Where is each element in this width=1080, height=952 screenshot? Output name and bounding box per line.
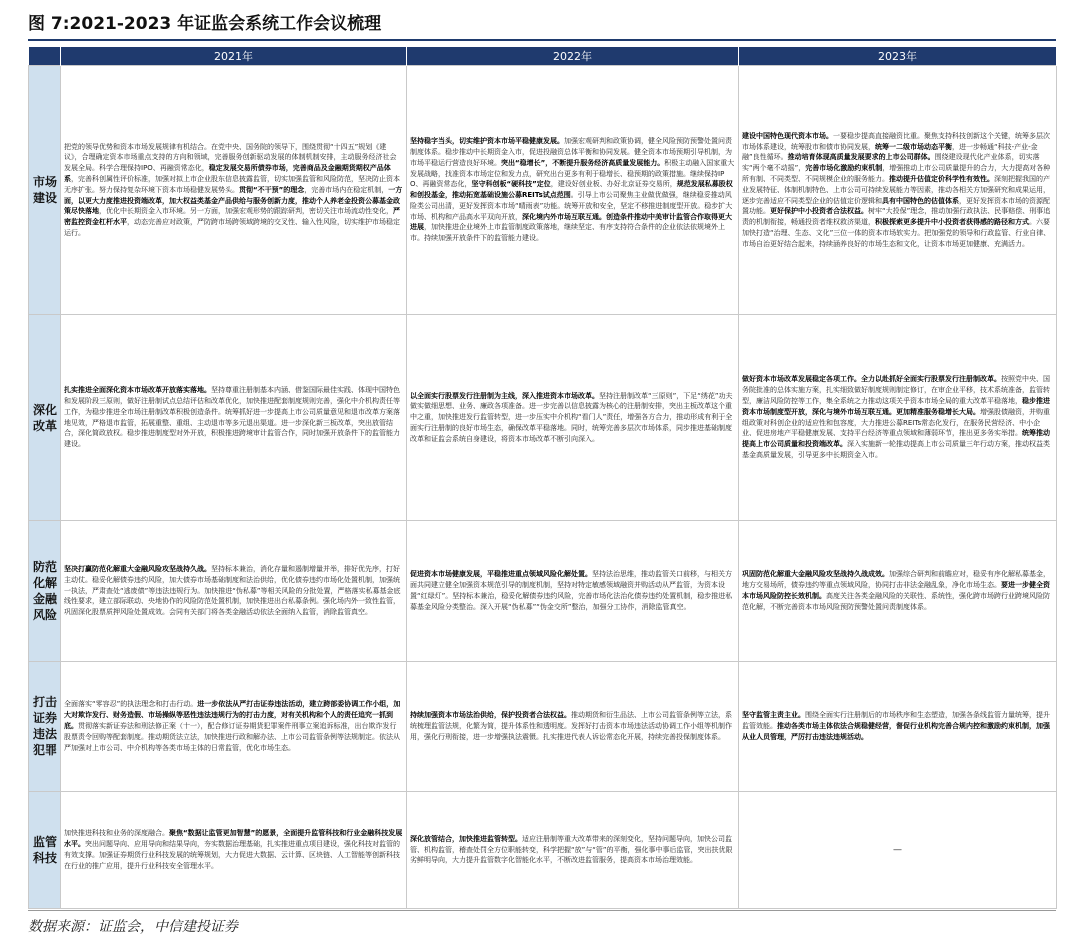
cell-2022 <box>407 315 739 521</box>
page-title: 图 7:2021-2023 年证监会系统工作会议梳理 <box>28 14 382 34</box>
body-text: 坚持标本兼治，消化存量和遏制增量并举，排好优先序，打好主动仗。稳妥化解债券违约风险，加大债券市场基础制度和法治供给，优化债券违约市场化处置机制，加强统一执法，严肃查处“逃废债”等违法违规行为。加快推进“伪私募”等相关风险的分批处置，严格落实私募基金底线性要求，建立部际联动、央地协作的风险防范处置机制，加快推进出台私募条例。强化场内外一致性监管，巩固深化股票质押风险处置成效。会同有关部门将各类金融活动依法全面纳入监管，消除监管真空。 <box>64 565 401 617</box>
bold-text: 深化放管结合，加快推进监管转型。 <box>410 834 522 843</box>
body-text: 围绕全面实行注册制后的市场秩序和生态塑造，加强各条线监管力量统筹，提升监管效能。 <box>742 711 1050 731</box>
body-text: 把党的领导优势和资本市场发展规律有机结合。在党中央、国务院的领导下，围绕贯彻“十四五”规划《建议》，合理确定资本市场重点支持的方向和领域，完善服务创新驱动发展的体制机制安排，主动服务经济社会发展全局。科学合理保持IPO、再融资常态化， <box>64 142 397 173</box>
bold-text: 巩固防范化解重大金融风险攻坚战持久战成效。 <box>742 570 889 579</box>
body-text: 围绕建设现代化产业体系，切实落实“两个毫不动摇”， <box>742 153 1040 173</box>
bottom-rule <box>28 910 1056 911</box>
table-row-crackdown <box>29 661 1057 791</box>
row-label-text: 打击证券违法犯罪 <box>32 695 57 758</box>
cell-2021 <box>61 661 407 791</box>
cell-2022 <box>407 661 739 791</box>
bold-text: 持续加强资本市场法治供给，保护投资者合法权益。 <box>410 711 571 720</box>
body-text: ，更好发挥资本市场的资源配置功能。 <box>742 196 1050 216</box>
cell-2023 <box>739 66 1057 315</box>
bold-text: 推动培育体现高质量发展要求的上市公司群体。 <box>787 153 935 162</box>
cell-2021 <box>61 315 407 521</box>
bold-text: 推动提升估值定价科学性有效性。 <box>889 174 994 183</box>
body-text: 贯彻落实新证券法和刑法修正案（十一），配合修订证券期货犯罪案件刑事立案追诉标准，出台欺诈发行股票责令回购等配套制度。推动期货法立法，加快推进行政和解办法、上市公司监管条例等法规制定。依法从严加强对上市公司、中介机构等各类市场主体的日常监管，优化市场生态。 <box>64 722 400 752</box>
body-text: 坚持尊重注册制基本内涵、借鉴国际最佳实践、体现中国特色和发展阶段三原则，做好注册制试点总结评估和改革优化，加快推进配套制度规则完善，强化中介机构责任等工作，为稳步推进全市场注册制改革积极创造条件。统筹抓好进一步提高上市公司质量意见和退市改革方案落地见效，严格退市监管，拓展重整、重组、主动退市等多元退出渠道。进一步深化新三板改革，突出放管结合，深化简政放权。稳步推进制度型对外开放，积极推进跨境审计监管合作，同时加强开放条件下的监管能力建设。 <box>64 386 400 449</box>
row-label <box>29 521 61 662</box>
table-row-regtech <box>29 791 1057 908</box>
cell-2021 <box>61 66 407 315</box>
bold-text: 聚焦“数据让监管更加智慧”的愿景，全面提升监管科技和行业金融科技发展水平。 <box>64 829 403 849</box>
body-text: 深入实施新一轮推动提高上市公司质量三年行动方案，推动权益类基金高质量发展，引导更多中长期资金入市。 <box>742 440 1050 460</box>
body-text: 积极主动融入国家重大发展战略，找准资本市场定位和发力点，研究出台更多有利于稳增长、稳预期的政策措施。继续保持IPO、再融资常态化， <box>410 158 735 189</box>
source-note: 数据来源：证监会，中信建投证券 <box>28 919 238 935</box>
body-text: 增强股债融资，并购重组政策对科创企业的适应性和包容度，大力推进公募REITs常态化发行，在服务民营经济、中小企业、促进房地产平稳健康发展、支持平台经济等重点领域和薄弱环节，推出更多务实举措。 <box>742 407 1050 438</box>
bold-text: 坚决打赢防范化解重大金融风险攻坚战持久战。 <box>64 565 211 573</box>
cell-2023 <box>739 521 1057 662</box>
row-label-text: 市场建设 <box>32 175 57 206</box>
cell-2023 <box>739 791 1057 908</box>
table-row-market-building <box>29 66 1057 315</box>
bold-text: 要进一步健全资本市场风险防控长效机制。 <box>742 581 1050 600</box>
body-text: 适应注册制等重大改革带来的深刻变化，坚持问题导向，加快公司监管、机构监管，稽查处罚全方位职能转变，科学把握“放”与“管”的平衡，强化事中事后监管，突出扶优限劣鲜明导向，大力提升监管数字化智能化水平，不断改进监管服务，提高资本市场治理效能。 <box>410 834 733 865</box>
body-text: 高度关注各类金融风险的关联性、系统性，强化跨市场跨行业跨境风险防范化解，不断完善资本市场风险预防预警处置问责制度体系。 <box>742 591 1050 611</box>
body-text: 加强宏观研判和政策协调，健全风险预防预警处置问责制度体系。稳步推动中长期资金入市，促进投融资总体平衡和协同发展。健全资本市场预期引导机制，为市场平稳运行营造良好环境。 <box>410 137 732 167</box>
body-text: ，完善市场内在稳定机制， <box>304 185 389 194</box>
bold-text: 促进资本市场健康发展，平稳推进重点领域风险化解处置。 <box>410 570 592 579</box>
bold-text: 进一步依法从严打击证券违法活动，建立跨部委协调工作小组，加大对欺诈发行、财务造假、市场操纵等恶性违法违规行为的打击力度，对有关机构和个人的责任追究一抓到底。 <box>64 700 401 731</box>
body-text: 推动期货和衍生品法、上市公司监管条例等立法，系统梳理监管法规，化繁为简，提升体系性和透明度。发挥好打击资本市场违法活动协调工作小组等机制作用，强化行刑衔接，进一步增强执法震慑。扎实推进代表人诉讼常态化开展，持续完善投保制度体系。 <box>410 711 732 741</box>
bold-text: 贯彻“不干预”的理念 <box>239 185 305 194</box>
bold-text: 做好资本市场改革发展稳定各项工作。 <box>742 375 861 384</box>
body-text: — <box>893 844 902 855</box>
body-text: ，进一步畅通“科技-产业-金融”良性循环。 <box>742 142 1038 162</box>
body-text: 。六要加快打造“治理、生态、文化”三位一体的资本市场软实力。把加强党的领导和行政监管、行业自律、市场自治更好结合起来，持续涵养良好的市场生态和文化，让资本市场更加健康、充满活力。 <box>742 218 1051 248</box>
cell-2021 <box>61 791 407 908</box>
bold-text: 坚持稳字当头，切实维护资本市场平稳健康发展。 <box>410 137 564 146</box>
title-rule <box>28 39 1056 41</box>
bold-text: 一方面，以更大力度推进投资端改革，加大权益类基金产品供给与服务创新力度，推动个人养老金投资公募基金政策尽快落地 <box>64 185 403 216</box>
body-text: 深刻把握我国的产业发展特征、体制机制特色、上市公司可持续发展能力等因素，推动各相关方加强研究和成果运用，逐步完善适应不同类型企业的估值定价逻辑和 <box>742 174 1050 205</box>
column-header-2023: 2023年 <box>739 47 1057 66</box>
body-text: 加快推进科技和业务的深度融合。 <box>64 829 169 838</box>
body-text: 按照党中央、国务院批准的总体实施方案，扎实细致做好制度规则制定修订，在审企业平移，技术系统准备，监管转型，廉洁风险防控等工作，集全系统之力推动这项关乎资本市场全局的重大改革平稳落地， <box>742 375 1050 406</box>
body-text: ，优化中长期资金入市环境。另一方面，加强宏观形势的跟踪研判，密切关注市场流动性变化， <box>99 207 393 216</box>
body-text: 全面落实“零容忍”的执法理念和打击行动。 <box>64 700 198 709</box>
body-text: 坚持注册制改革“三原则”，下足“绣花”功夫做实做细思想、业务、廉政各项准备。进一步完善以信息披露为核心的注册制安排，突出主板改革这个重中之重，加快推进发行监管转型，进一步压实中介机构“看门人”责任，增强各方合力，推动形成有利于全面实行注册制的良好市场生态，确保改革平稳落地。同时，统筹完善多层次市场体系，同步推进基础制度改革和证监会系统自身建设，将资本市场改革不断引向深入。 <box>410 391 733 443</box>
bold-text: 统筹一二级市场动态平衡 <box>875 142 952 151</box>
column-header-2021: 2021年 <box>61 47 407 66</box>
bold-text: 突出“稳增长”，不断提升服务经济高质量发展能力。 <box>501 158 665 167</box>
bold-text: 建设中国特色现代资本市场。 <box>742 131 833 140</box>
body-text: 加强综合研判和前瞻应对，稳妥有序化解私募基金，地方交易场所，债券违约等重点领域风险，协同打击非法金融乱象，净化市场生态。 <box>742 570 1050 590</box>
row-label <box>29 791 61 908</box>
bold-text: 稳定发展交易所债券市场，完善商品及金融期货期权产品体系 <box>64 164 391 183</box>
body-text: ，增强推动上市公司质量提升的合力，大力提高对各种所有制、不同类型、不同规模企业的服务能力。 <box>742 164 1051 183</box>
body-text: 突出问题导向、应用导向和结果导向，夯实数据治理基础，扎实推进重点项目建设，强化科技对监管的有效支撑。加强证券期货行业科技发展的统筹规划，大力促进大数据、云计算、区块链、人工智能等创新科技在行业的推广应用，提升行业科技安全管理水平。 <box>64 840 400 870</box>
body-text: 坚持法治思维，推动监管关口前移，与相关方面共同建立健全加强资本规范引导的制度机制，坚持对特定敏感领域融资并购活动从严监管，为资本设置“红绿灯”。坚持标本兼治，稳妥化解债券违约风险，完善市场化法治化债券违约处置机制，稳步推进私募基金风险分类整治。深入开展“伪私募”“伪金交所”整治，加强分工协作，消除监管真空。 <box>410 570 733 611</box>
row-label <box>29 661 61 791</box>
bold-text: 坚守科创板“硬科技”定位 <box>471 180 551 189</box>
cell-2023 <box>739 315 1057 521</box>
bold-text: 全力以赴抓好全面实行股票发行注册制改革。 <box>861 375 1001 384</box>
row-label-text: 监管科技 <box>32 834 57 865</box>
bold-text: 具有中国特色的估值体系 <box>882 196 959 205</box>
bold-text: 积极探索更多提升中小投资者获得感的路径和方式 <box>875 218 1029 227</box>
table-row-risk-resolution <box>29 521 1057 662</box>
row-label <box>29 315 61 521</box>
bold-text: 完善市场化激励约束机制 <box>805 164 883 173</box>
bold-text: 扎实推进全面深化资本市场改革开放落实落地。 <box>64 386 211 395</box>
body-text: ，动态完善应对政策，严防跨市场跨领域跨境的交叉性、输入性风险，切实维护市场稳定运行。 <box>64 218 400 237</box>
bold-text: 稳步推进资本市场制度型开放，深化与境外市场互联互通。 <box>742 397 1050 416</box>
summary-table <box>28 47 1057 909</box>
bold-text: 坚守监管主责主业。 <box>742 711 805 720</box>
cell-2022 <box>407 791 739 908</box>
bold-text: 统筹推动提高上市公司质量和投资端改革。 <box>742 429 1050 449</box>
bold-text: 以全面实行股票发行注册制为主线，深入推进资本市场改革。 <box>410 391 599 400</box>
corner-cell <box>29 47 61 66</box>
body-text: 一要稳步提高直接融资比重。聚焦支持科技创新这个关键，统筹多层次市场体系建设，统筹股市和债市协同发展， <box>742 131 1050 151</box>
row-label-text: 防范化解金融风险 <box>32 559 57 622</box>
bold-text: 严密监控资金杠杆水平 <box>64 207 400 227</box>
body-text: ，完善科创属性评价标准，加强对拟上市企业股东信息披露监管，切实加强监管和风险防范，坚决防止资本无序扩张。努力保持复杂环境下资本市场稳健发展势头。 <box>64 174 400 194</box>
cell-2022 <box>407 521 739 662</box>
row-label <box>29 66 61 315</box>
body-text: 。引导上市公司聚焦主业做优做强，继续稳妥推动风险类公司出清，更好发挥资本市场“晴雨表”功能。统筹开放和安全，坚定不移推进制度型开放。稳步扩大市场、机构和产品高水平双向开放， <box>410 191 733 221</box>
body-text: ，建设好创业板、办好北京证券交易所， <box>550 180 677 189</box>
body-text: 树牢“大投保”理念，推动加强行政执法、民事赔偿、刑事追责的机制衔接，畅通投资者维权救济渠道， <box>742 207 1051 227</box>
bold-text: 更加精准服务稳增长大局。 <box>896 407 980 416</box>
cell-2021 <box>61 521 407 662</box>
bold-text: 更好保护中小投资者合法权益。 <box>770 207 868 216</box>
bold-text: 规范发展私募股权和创投基金，推动拓宽基础设施公募REITs试点范围 <box>410 180 733 200</box>
header-row <box>29 47 1057 66</box>
body-text: ，加快推进企业境外上市监管制度政策落地，继续坚定、有序支持符合条件的企业依法依规境外上市。持续加强开放条件下的监管能力建设。 <box>410 223 725 243</box>
bold-text: 推动各类市场主体依法合规稳健经营，督促行业机构完善合规内控和激励约束机制，加强从业人员管理，严厉打击违法违规活动。 <box>742 722 1050 741</box>
cell-2022 <box>407 66 739 315</box>
row-label-text: 深化改革 <box>32 402 57 433</box>
column-header-2022: 2022年 <box>407 47 739 66</box>
table-row-deepen-reform <box>29 315 1057 521</box>
bold-text: 深化境内外市场互联互通。创造条件推动中美审计监管合作取得更大进展 <box>410 212 732 232</box>
cell-2023 <box>739 661 1057 791</box>
